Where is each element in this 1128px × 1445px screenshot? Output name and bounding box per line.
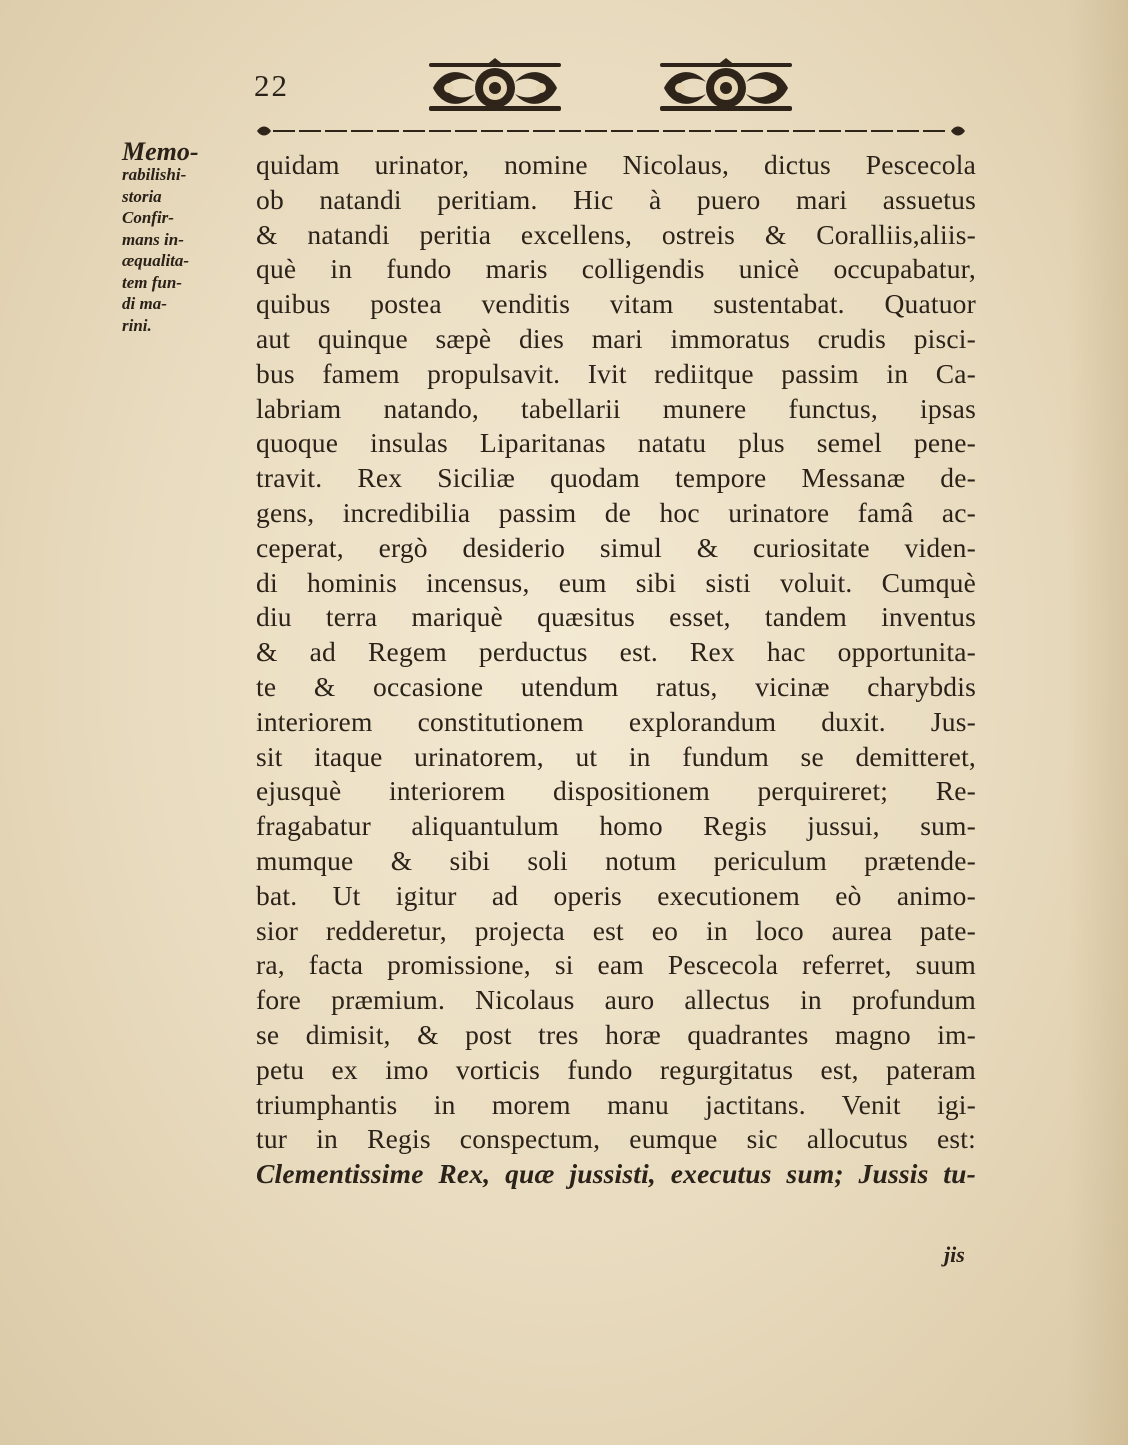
text-line: Clementissime Rex, quæ jussisti, executus sum; Jussis tu-: [256, 1158, 976, 1190]
text-line: quidam urinator, nomine Nicolaus, dictus Pescecola: [256, 149, 976, 180]
text-line: bus famem propulsavit. Ivit rediitque passim in Ca-: [256, 357, 976, 389]
text-line: travit. Rex Siciliæ quodam tempore Messanæ de-: [256, 462, 976, 494]
text-line: aut quinque sæpè dies mari immoratus crudis pisci-: [256, 322, 976, 354]
marginal-note-line: Memo-: [122, 137, 199, 166]
catchword: jis: [944, 1242, 965, 1267]
marginal-note-line: Confir-: [122, 208, 174, 227]
text-line: mumque & sibi soli notum periculum prætende-: [256, 844, 976, 876]
text-line: tur in Regis conspectum, eumque sic allocutus est:: [256, 1123, 976, 1155]
marginal-note-line: rabilishi-: [122, 165, 187, 184]
text-line: triumphantis in morem manu jactitans. Venit igi-: [256, 1088, 976, 1120]
text-line: & natandi peritia excellens, ostreis & Coralliis,aliis-: [256, 218, 976, 250]
text-line: sior redderetur, projecta est eo in loco aurea pate-: [256, 914, 976, 946]
text-line: quoque insulas Liparitanas natatu plus semel pene-: [256, 427, 976, 459]
text-line: ceperat, ergò desiderio simul & curiositate viden-: [256, 531, 976, 563]
printers-ornament-right: [656, 58, 796, 116]
marginal-note-line: storia: [122, 186, 162, 206]
text-line: bat. Ut igitur ad operis executionem eò animo-: [256, 879, 976, 911]
header-rule: [255, 124, 967, 138]
body-text: [256, 148, 976, 1192]
text-line: te & occasione utendum ratus, vicinæ charybdis: [256, 670, 976, 702]
marginal-note: [122, 137, 262, 336]
text-line: petu ex imo vorticis fundo regurgitatus est, pateram: [256, 1053, 976, 1085]
marginal-note-line: mans in-: [122, 229, 184, 249]
marginal-note-line: di ma-: [122, 294, 167, 313]
printers-ornament-left: [425, 58, 565, 116]
text-line: què in fundo maris colligendis unicè occupabatur,: [256, 253, 976, 285]
text-line: di hominis incensus, eum sibi sisti voluit. Cumquè: [256, 566, 976, 598]
page-number: 22: [254, 68, 289, 103]
text-line: ejusquè interiorem dispositionem perquireret; Re-: [256, 775, 976, 807]
text-line: sit itaque urinatorem, ut in fundum se demitteret,: [256, 740, 976, 772]
text-line: gens, incredibilia passim de hoc urinatore famâ ac-: [256, 496, 976, 528]
text-line: se dimisit, & post tres horæ quadrantes magno im-: [256, 1018, 976, 1050]
text-line: fore præmium. Nicolaus auro allectus in profundum: [256, 984, 976, 1016]
text-line: fragabatur aliquantulum homo Regis jussui, sum-: [256, 810, 976, 842]
text-line: diu terra mariquè quæsitus esset, tandem inventus: [256, 601, 976, 633]
marginal-note-line: tem fun-: [122, 272, 182, 292]
text-line: ob natandi peritiam. Hic à puero mari assuetus: [256, 183, 976, 215]
text-line: labriam natando, tabellarii munere functus, ipsas: [256, 392, 976, 424]
text-line: quibus postea venditis vitam sustentabat. Quatuor: [256, 288, 976, 320]
text-line: & ad Regem perductus est. Rex hac opportunita-: [256, 636, 976, 668]
marginal-note-line: rini.: [122, 315, 152, 335]
text-line: interiorem constitutionem explorandum duxit. Jus-: [256, 705, 976, 737]
text-line: ra, facta promissione, si eam Pescecola referret, suum: [256, 949, 976, 981]
marginal-note-line: æqualita-: [122, 251, 190, 270]
